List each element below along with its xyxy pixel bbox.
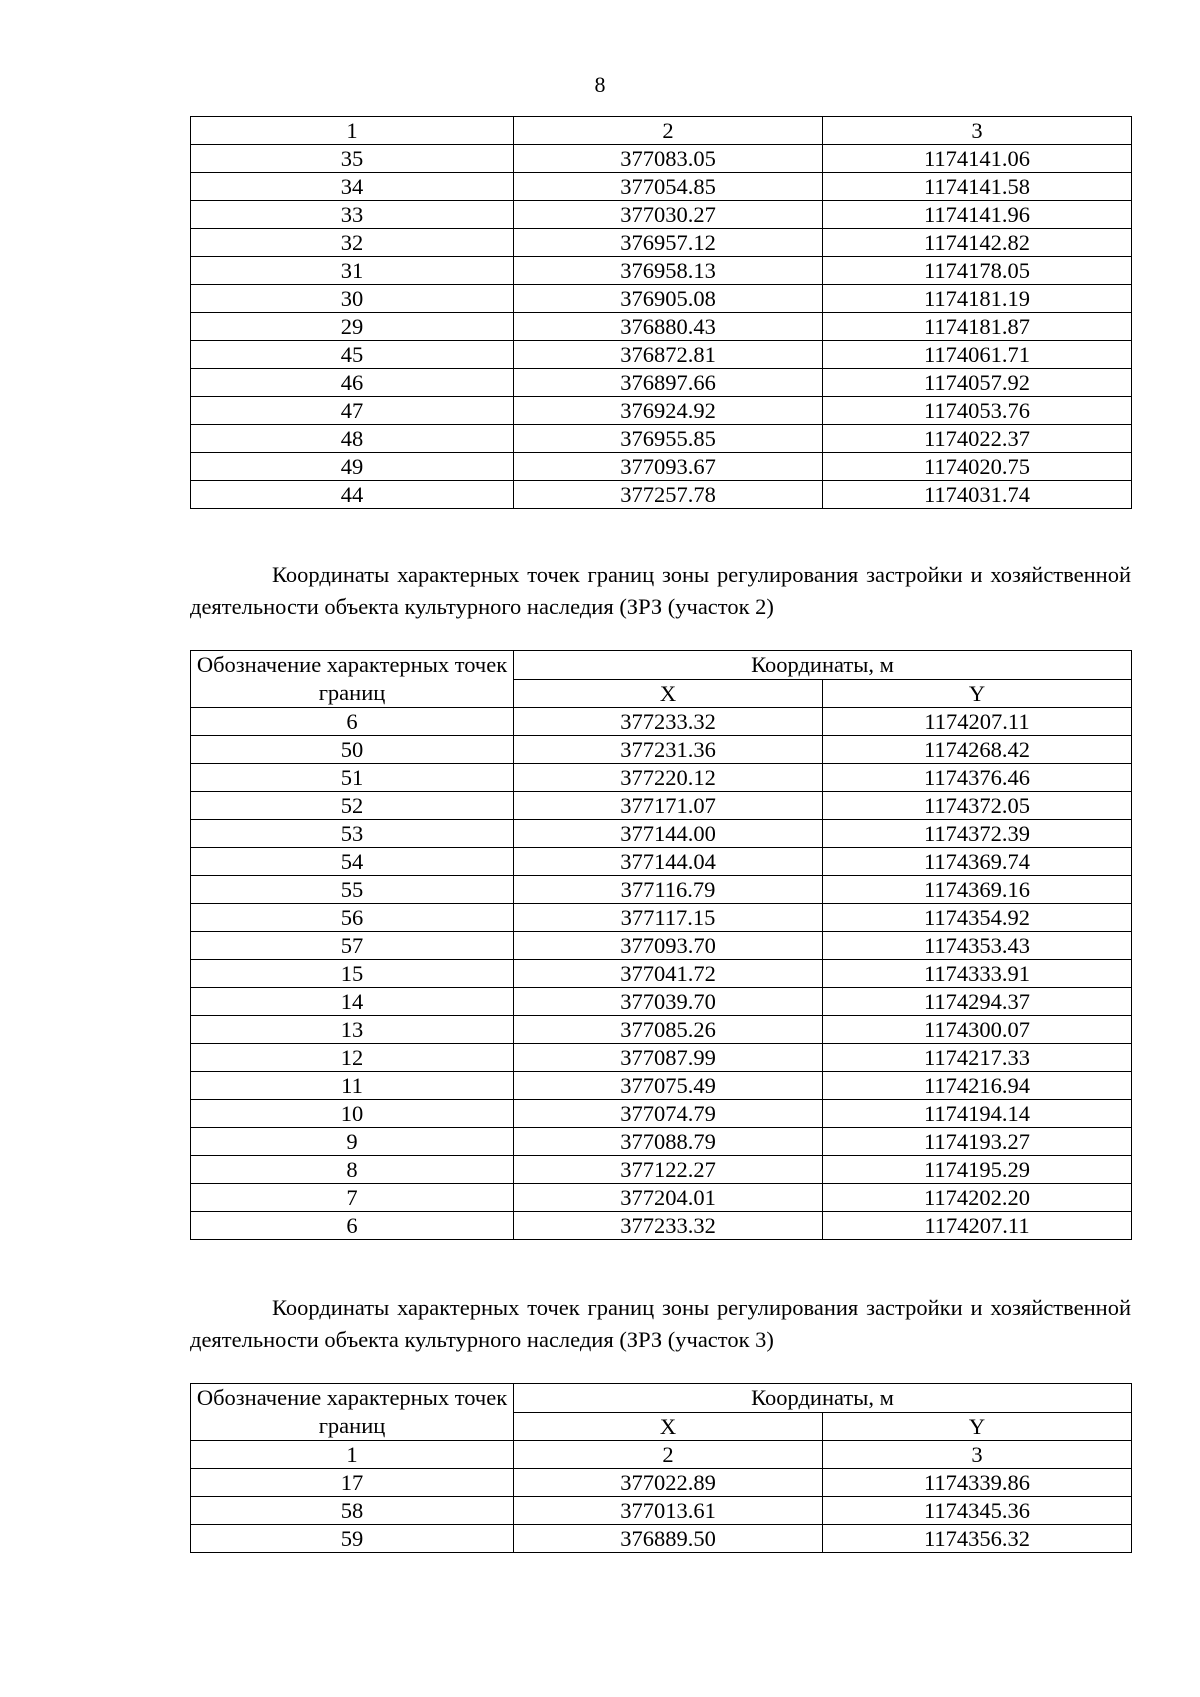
point-designation-header: Обозначение характерных точек границ — [191, 1384, 514, 1441]
y-coordinate-cell: 1174142.82 — [823, 229, 1132, 257]
y-coordinate-cell: 1174207.11 — [823, 1212, 1132, 1240]
column-number-row — [191, 117, 1132, 145]
table-caption-zone-2: Координаты характерных точек границ зоны регулирования застройки и хозяйственной деятельности объекта культурного наследия (ЗРЗ (участок 2) — [190, 562, 1131, 619]
x-coordinate-cell: 377087.99 — [514, 1044, 823, 1072]
x-coordinate-cell: 376958.13 — [514, 257, 823, 285]
coordinates-table-zone-3 — [190, 1383, 1132, 1553]
y-coordinate-cell: 1174202.20 — [823, 1184, 1132, 1212]
x-coordinate-cell: 377030.27 — [514, 201, 823, 229]
table-body — [191, 708, 1132, 1240]
table-row — [191, 481, 1132, 509]
coordinates-table-zone-2 — [190, 650, 1132, 1240]
x-coordinate-cell: 377074.79 — [514, 1100, 823, 1128]
table-row — [191, 201, 1132, 229]
y-coordinate-cell: 1174181.19 — [823, 285, 1132, 313]
y-coordinate-cell: 1174022.37 — [823, 425, 1132, 453]
point-number-cell: 35 — [191, 145, 514, 173]
table-row — [191, 313, 1132, 341]
table-row — [191, 1044, 1132, 1072]
x-coordinate-cell: 377231.36 — [514, 736, 823, 764]
point-number-cell: 11 — [191, 1072, 514, 1100]
y-coordinate-cell: 1174376.46 — [823, 764, 1132, 792]
table-row — [191, 736, 1132, 764]
table-row — [191, 369, 1132, 397]
x-coordinate-cell: 377144.04 — [514, 848, 823, 876]
table-row — [191, 397, 1132, 425]
y-coordinate-cell: 1174369.16 — [823, 876, 1132, 904]
table-row — [191, 960, 1132, 988]
point-number-cell: 57 — [191, 932, 514, 960]
x-coordinate-cell: 377233.32 — [514, 1212, 823, 1240]
y-header: Y — [823, 1412, 1132, 1441]
x-coordinate-cell: 376955.85 — [514, 425, 823, 453]
y-coordinate-cell: 1174053.76 — [823, 397, 1132, 425]
table-row — [191, 285, 1132, 313]
coordinates-header: Координаты, м — [514, 651, 1132, 680]
x-coordinate-cell: 376897.66 — [514, 369, 823, 397]
x-coordinate-cell: 377220.12 — [514, 764, 823, 792]
table-row — [191, 1469, 1132, 1497]
point-number-cell: 56 — [191, 904, 514, 932]
table-row — [191, 145, 1132, 173]
point-number-cell: 54 — [191, 848, 514, 876]
point-number-cell: 55 — [191, 876, 514, 904]
point-number-cell: 9 — [191, 1128, 514, 1156]
x-coordinate-cell: 377041.72 — [514, 960, 823, 988]
y-coordinate-cell: 1174194.14 — [823, 1100, 1132, 1128]
column-number-row — [191, 1441, 1132, 1469]
table-row — [191, 1497, 1132, 1525]
point-number-cell: 52 — [191, 792, 514, 820]
y-coordinate-cell: 1174300.07 — [823, 1016, 1132, 1044]
point-number-cell: 47 — [191, 397, 514, 425]
point-number-cell: 6 — [191, 1212, 514, 1240]
table-row — [191, 173, 1132, 201]
point-number-cell: 33 — [191, 201, 514, 229]
x-coordinate-cell: 377039.70 — [514, 988, 823, 1016]
x-coordinate-cell: 377054.85 — [514, 173, 823, 201]
point-number-cell: 46 — [191, 369, 514, 397]
x-coordinate-cell: 377083.05 — [514, 145, 823, 173]
x-coordinate-cell: 377085.26 — [514, 1016, 823, 1044]
point-number-cell: 49 — [191, 453, 514, 481]
table-row — [191, 257, 1132, 285]
column-number-cell: 2 — [514, 1441, 823, 1469]
y-coordinate-cell: 1174141.06 — [823, 145, 1132, 173]
x-coordinate-cell: 377088.79 — [514, 1128, 823, 1156]
y-coordinate-cell: 1174369.74 — [823, 848, 1132, 876]
point-number-cell: 15 — [191, 960, 514, 988]
point-number-cell: 59 — [191, 1525, 514, 1553]
point-number-cell: 53 — [191, 820, 514, 848]
x-coordinate-cell: 377093.70 — [514, 932, 823, 960]
table-row — [191, 988, 1132, 1016]
y-coordinate-cell: 1174178.05 — [823, 257, 1132, 285]
table-row — [191, 1072, 1132, 1100]
table-row — [191, 1128, 1132, 1156]
y-coordinate-cell: 1174216.94 — [823, 1072, 1132, 1100]
y-coordinate-cell: 1174057.92 — [823, 369, 1132, 397]
x-coordinate-cell: 376872.81 — [514, 341, 823, 369]
column-number-cell: 2 — [514, 117, 823, 145]
table-row — [191, 792, 1132, 820]
point-number-cell: 30 — [191, 285, 514, 313]
point-number-cell: 44 — [191, 481, 514, 509]
point-number-cell: 14 — [191, 988, 514, 1016]
table-body — [191, 1469, 1132, 1553]
point-number-cell: 29 — [191, 313, 514, 341]
x-coordinate-cell: 376880.43 — [514, 313, 823, 341]
y-coordinate-cell: 1174372.39 — [823, 820, 1132, 848]
y-coordinate-cell: 1174345.36 — [823, 1497, 1132, 1525]
x-header: X — [514, 679, 823, 708]
table-row — [191, 876, 1132, 904]
point-number-cell: 6 — [191, 708, 514, 736]
x-coordinate-cell: 377013.61 — [514, 1497, 823, 1525]
x-coordinate-cell: 377257.78 — [514, 481, 823, 509]
column-number-cell: 3 — [823, 117, 1132, 145]
y-coordinate-cell: 1174141.96 — [823, 201, 1132, 229]
coordinates-table-continued — [190, 116, 1132, 509]
table-row — [191, 1184, 1132, 1212]
point-number-cell: 34 — [191, 173, 514, 201]
point-number-cell: 8 — [191, 1156, 514, 1184]
y-coordinate-cell: 1174141.58 — [823, 173, 1132, 201]
x-coordinate-cell: 377204.01 — [514, 1184, 823, 1212]
table-row — [191, 1525, 1132, 1553]
table-row — [191, 1016, 1132, 1044]
point-number-cell: 51 — [191, 764, 514, 792]
point-number-cell: 12 — [191, 1044, 514, 1072]
y-coordinate-cell: 1174217.33 — [823, 1044, 1132, 1072]
y-coordinate-cell: 1174356.32 — [823, 1525, 1132, 1553]
x-coordinate-cell: 377116.79 — [514, 876, 823, 904]
table-row — [191, 1156, 1132, 1184]
x-coordinate-cell: 377117.15 — [514, 904, 823, 932]
table-row — [191, 1212, 1132, 1240]
y-coordinate-cell: 1174294.37 — [823, 988, 1132, 1016]
table-row — [191, 708, 1132, 736]
x-coordinate-cell: 377171.07 — [514, 792, 823, 820]
point-number-cell: 45 — [191, 341, 514, 369]
table-row — [191, 848, 1132, 876]
table-row — [191, 820, 1132, 848]
x-coordinate-cell: 377233.32 — [514, 708, 823, 736]
point-number-cell: 31 — [191, 257, 514, 285]
y-coordinate-cell: 1174061.71 — [823, 341, 1132, 369]
y-coordinate-cell: 1174020.75 — [823, 453, 1132, 481]
y-coordinate-cell: 1174193.27 — [823, 1128, 1132, 1156]
page-number: 8 — [594, 72, 606, 97]
y-coordinate-cell: 1174353.43 — [823, 932, 1132, 960]
table-row — [191, 904, 1132, 932]
table-row — [191, 764, 1132, 792]
x-coordinate-cell: 377075.49 — [514, 1072, 823, 1100]
y-coordinate-cell: 1174354.92 — [823, 904, 1132, 932]
point-number-cell: 10 — [191, 1100, 514, 1128]
x-coordinate-cell: 376905.08 — [514, 285, 823, 313]
y-coordinate-cell: 1174339.86 — [823, 1469, 1132, 1497]
point-number-cell: 48 — [191, 425, 514, 453]
x-coordinate-cell: 376924.92 — [514, 397, 823, 425]
point-number-cell: 7 — [191, 1184, 514, 1212]
table-row — [191, 229, 1132, 257]
column-number-cell: 1 — [191, 117, 514, 145]
column-number-cell: 1 — [191, 1441, 514, 1469]
coordinates-header: Координаты, м — [514, 1384, 1132, 1413]
x-coordinate-cell: 377022.89 — [514, 1469, 823, 1497]
y-coordinate-cell: 1174268.42 — [823, 736, 1132, 764]
y-coordinate-cell: 1174207.11 — [823, 708, 1132, 736]
y-coordinate-cell: 1174181.87 — [823, 313, 1132, 341]
x-coordinate-cell: 377122.27 — [514, 1156, 823, 1184]
table-row — [191, 932, 1132, 960]
table-body — [191, 145, 1132, 509]
x-header: X — [514, 1412, 823, 1441]
point-number-cell: 58 — [191, 1497, 514, 1525]
header-row — [191, 1384, 1132, 1413]
point-number-cell: 32 — [191, 229, 514, 257]
y-coordinate-cell: 1174333.91 — [823, 960, 1132, 988]
table-row — [191, 453, 1132, 481]
table-row — [191, 341, 1132, 369]
x-coordinate-cell: 377144.00 — [514, 820, 823, 848]
x-coordinate-cell: 376889.50 — [514, 1525, 823, 1553]
table-row — [191, 425, 1132, 453]
point-number-cell: 50 — [191, 736, 514, 764]
table-row — [191, 1100, 1132, 1128]
y-header: Y — [823, 679, 1132, 708]
point-designation-header: Обозначение характерных точек границ — [191, 651, 514, 708]
y-coordinate-cell: 1174195.29 — [823, 1156, 1132, 1184]
column-number-cell: 3 — [823, 1441, 1132, 1469]
table-caption-zone-3: Координаты характерных точек границ зоны регулирования застройки и хозяйственной деятельности объекта культурного наследия (ЗРЗ (участок 3) — [190, 1295, 1131, 1352]
header-row — [191, 651, 1132, 680]
y-coordinate-cell: 1174031.74 — [823, 481, 1132, 509]
point-number-cell: 17 — [191, 1469, 514, 1497]
x-coordinate-cell: 376957.12 — [514, 229, 823, 257]
x-coordinate-cell: 377093.67 — [514, 453, 823, 481]
point-number-cell: 13 — [191, 1016, 514, 1044]
y-coordinate-cell: 1174372.05 — [823, 792, 1132, 820]
